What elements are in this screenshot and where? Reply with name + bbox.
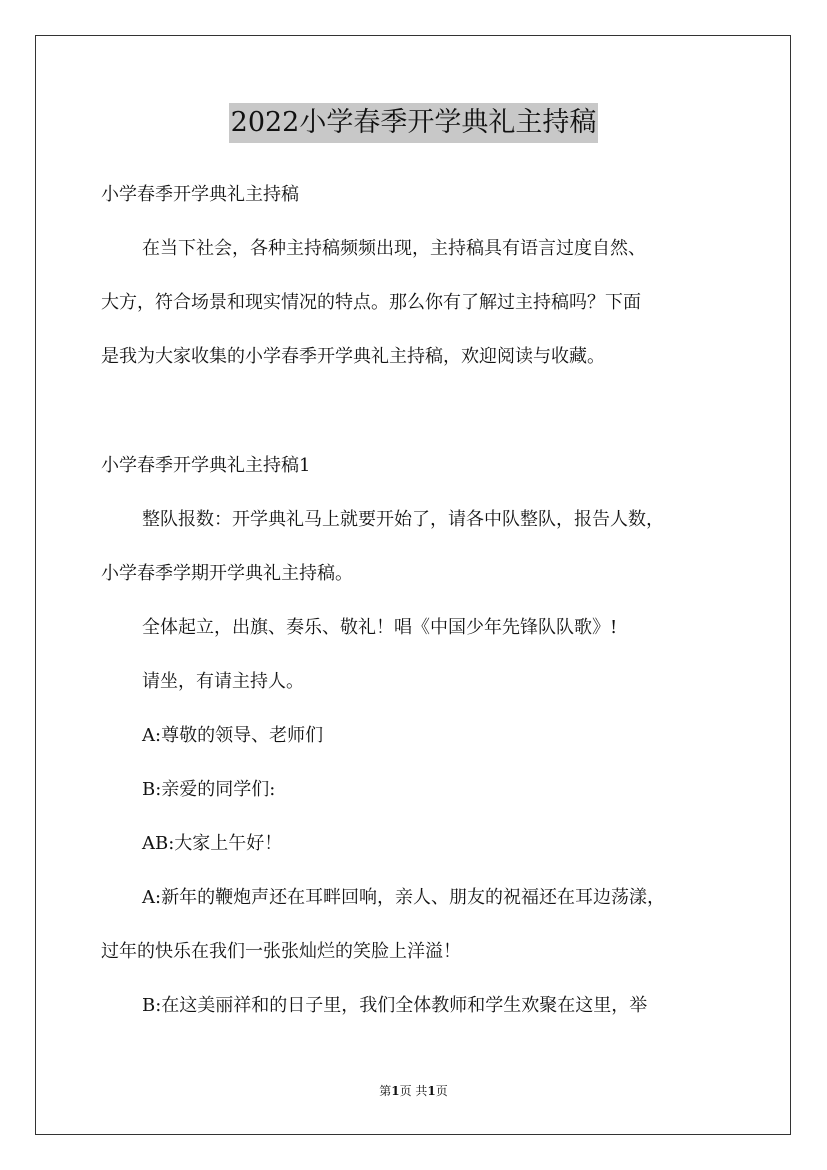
paragraph-line: 过年的快乐在我们一张张灿烂的笑脸上洋溢！ bbox=[101, 941, 461, 962]
footer-page-mid: 页 共 bbox=[399, 1084, 428, 1098]
paragraph-line: AB:大家上午好！ bbox=[142, 833, 283, 854]
paragraph-line: A:尊敬的领导、老师们 bbox=[142, 725, 324, 746]
paragraph-line: 在当下社会，各种主持稿频频出现，主持稿具有语言过度自然、 bbox=[142, 238, 646, 259]
paragraph-line: B:在这美丽祥和的日子里，我们全体教师和学生欢聚在这里，举 bbox=[142, 995, 648, 1016]
title-container bbox=[0, 103, 827, 143]
footer-page-current: 1 bbox=[391, 1084, 400, 1098]
paragraph-line: 小学春季学期开学典礼主持稿。 bbox=[101, 563, 353, 584]
paragraph-line: B:亲爱的同学们: bbox=[142, 779, 276, 800]
page-footer bbox=[0, 1082, 827, 1100]
footer-page-total: 1 bbox=[427, 1084, 436, 1098]
section-heading: 小学春季开学典礼主持稿1 bbox=[101, 455, 311, 476]
footer-page-suffix: 页 bbox=[435, 1084, 448, 1098]
document-title: 2022小学春季开学典礼主持稿 bbox=[229, 103, 599, 143]
paragraph-line: A:新年的鞭炮声还在耳畔回响，亲人、朋友的祝福还在耳边荡漾， bbox=[142, 887, 666, 908]
intro-heading: 小学春季开学典礼主持稿 bbox=[101, 184, 299, 205]
paragraph-line: 全体起立，出旗、奏乐、敬礼！唱《中国少年先锋队队歌》! bbox=[142, 617, 618, 638]
paragraph-line: 整队报数：开学典礼马上就要开始了，请各中队整队，报告人数， bbox=[142, 509, 664, 530]
paragraph-line: 是我为大家收集的小学春季开学典礼主持稿，欢迎阅读与收藏。 bbox=[101, 346, 605, 367]
paragraph-line: 请坐，有请主持人。 bbox=[142, 671, 304, 692]
paragraph-line: 大方，符合场景和现实情况的特点。那么你有了解过主持稿吗？下面 bbox=[101, 292, 641, 313]
footer-page-prefix: 第 bbox=[379, 1084, 392, 1098]
